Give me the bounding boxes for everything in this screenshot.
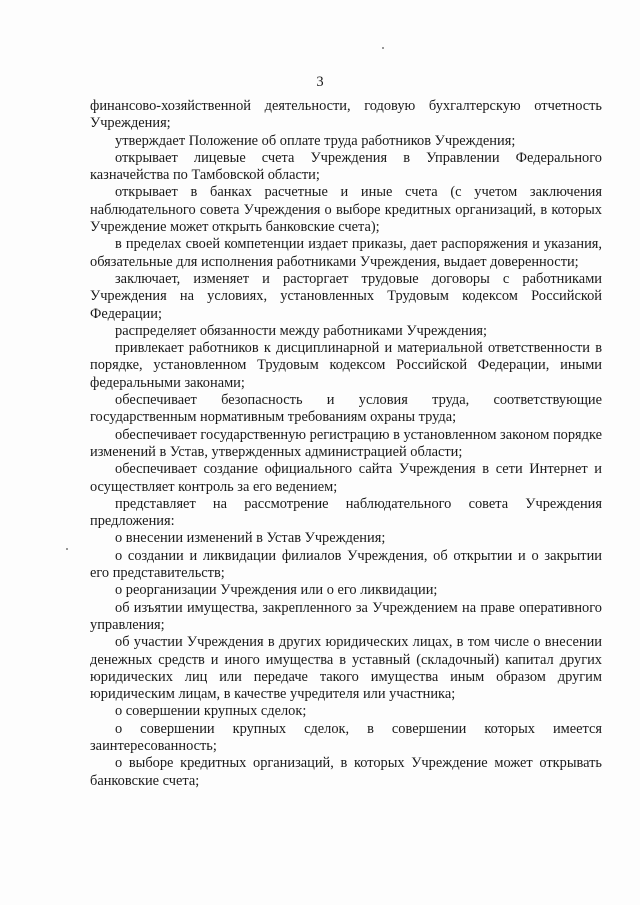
- paragraph: финансово-хозяйственной деятельности, годовую бухгалтерскую отчетность Учреждения;: [90, 98, 602, 132]
- paragraph: открывает лицевые счета Учреждения в Управлении Федерального казначейства по Тамбовской области;: [90, 149, 602, 184]
- paragraph: обеспечивает создание официального сайта Учреждения в сети Интернет и осуществляет контроль за его ведением;: [90, 461, 602, 495]
- paragraph: представляет на рассмотрение наблюдательного совета Учреждения предложения:: [90, 495, 602, 530]
- paragraph: привлекает работников к дисциплинарной и материальной ответственности в порядке, установленном Трудовым кодексом Российской Федерации, иными федеральными законами;: [90, 340, 602, 391]
- paragraph: в пределах своей компетенции издает приказы, дает распоряжения и указания, обязательные для исполнения работниками Учреждения, выдает доверенности;: [90, 236, 602, 270]
- paragraph: распределяет обязанности между работниками Учреждения;: [115, 322, 488, 339]
- scan-speck: [382, 47, 384, 49]
- paragraph: о реорганизации Учреждения или о его ликвидации;: [115, 582, 438, 599]
- scan-speck: [66, 548, 68, 550]
- paragraph: открывает в банках расчетные и иные счета (с учетом заключения наблюдательного совета Учреждения о выборе кредитных организаций, в которых Учреждение может открыть банковские счета);: [90, 184, 602, 236]
- document-body: [90, 98, 602, 790]
- paragraph: об участии Учреждения в других юридических лицах, в том числе о внесении денежных средств и иного имущества в уставный (складочный) капитал других юридических лиц или передаче такого имущества иным образом другим юридическим лицам, в качестве учредителя или участника;: [90, 634, 602, 703]
- paragraph: о внесении изменений в Устав Учреждения;: [115, 530, 386, 547]
- page-number: 3: [316, 74, 324, 90]
- paragraph: утверждает Положение об оплате труда работников Учреждения;: [115, 132, 516, 149]
- paragraph: обеспечивает государственную регистрацию в установленном законом порядке изменений в Устав, утвержденных администрацией области;: [90, 426, 602, 460]
- paragraph: обеспечивает безопасность и условия труда, соответствующие государственным нормативным требованиям охраны труда;: [90, 392, 602, 426]
- paragraph: заключает, изменяет и расторгает трудовые договоры с работниками Учреждения на условиях, установленных Трудовым кодексом Российской Федерации;: [90, 270, 602, 322]
- paragraph: о совершении крупных сделок;: [115, 703, 307, 720]
- paragraph: об изъятии имущества, закрепленного за Учреждением на праве оперативного управления;: [90, 599, 602, 633]
- paragraph: о совершении крупных сделок, в совершении которых имеется заинтересованность;: [90, 720, 602, 754]
- paragraph: о выборе кредитных организаций, в которых Учреждение может открывать банковские счета;: [90, 755, 602, 789]
- paragraph: о создании и ликвидации филиалов Учреждения, об открытии и о закрытии его представительств;: [90, 547, 602, 582]
